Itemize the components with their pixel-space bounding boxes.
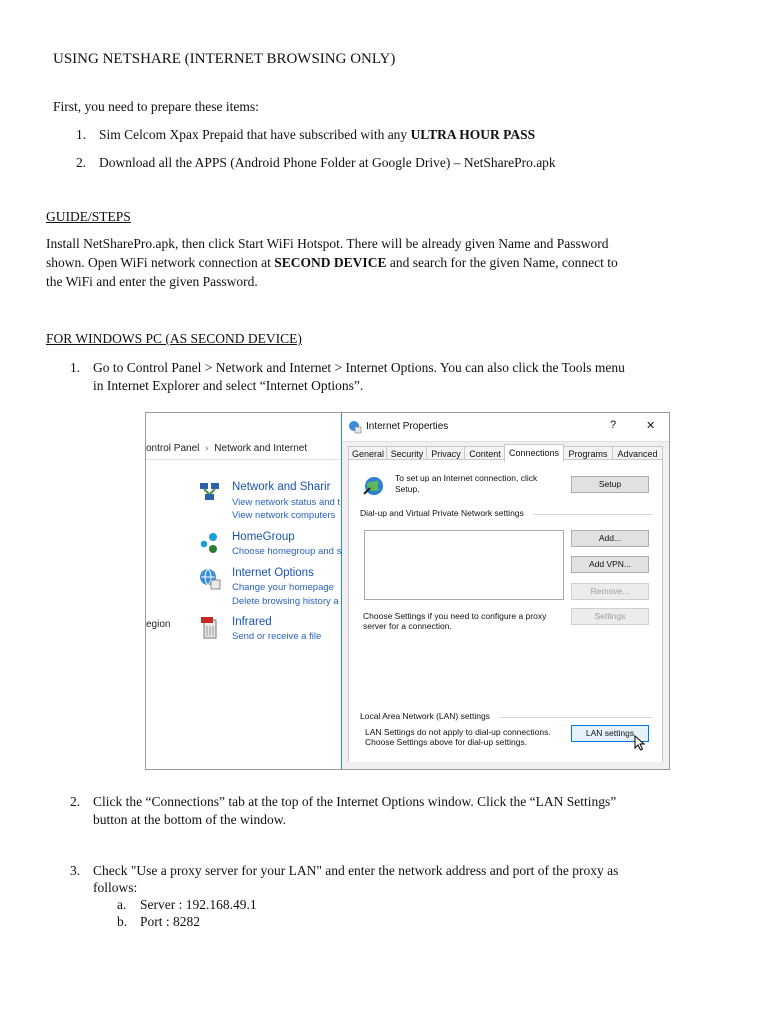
control-panel-window — [146, 413, 342, 769]
document-title: USING NETSHARE (INTERNET BROWSING ONLY) — [53, 51, 396, 67]
connections-tab-panel — [348, 459, 663, 765]
settings-button: Settings — [571, 608, 649, 625]
network-sharing-title[interactable]: Network and Sharir — [232, 481, 331, 493]
setup-text-line-2: Setup. — [395, 484, 420, 494]
prep-item-2-text: Download all the APPS (Android Phone Folder at Google Drive) – NetSharePro.apk — [99, 155, 556, 170]
guide-line-2-bold: SECOND DEVICE — [274, 255, 387, 270]
dialog-bottom-edge — [342, 762, 669, 769]
guide-line-2-post: and search for the given Name, connect to — [386, 255, 618, 270]
internet-options-title[interactable]: Internet Options — [232, 567, 314, 579]
internet-properties-icon — [348, 420, 362, 434]
guide-line-3: the WiFi and enter the given Password. — [46, 274, 258, 289]
guide-line-2-pre: shown. Open WiFi network connection at — [46, 255, 275, 270]
breadcrumb-separator-icon: › — [205, 443, 209, 454]
intro-text: First, you need to prepare these items: — [53, 99, 259, 114]
tab-privacy[interactable]: Privacy — [426, 446, 466, 461]
tab-advanced[interactable]: Advanced — [612, 446, 663, 461]
network-sharing-icon — [198, 480, 222, 504]
prep-item-2-number: 2. — [76, 155, 87, 170]
proxy-port-text: Port : 8282 — [140, 914, 201, 929]
step-2-number: 2. — [70, 794, 81, 809]
choose-homegroup-link[interactable]: Choose homegroup and s — [232, 546, 342, 557]
remove-button: Remove... — [571, 583, 649, 600]
control-panel-breadcrumb — [146, 443, 307, 454]
step-3-line-1: Check "Use a proxy server for your LAN" and enter the network address and port of the proxy as — [93, 863, 619, 878]
breadcrumb-network-and-internet[interactable]: Network and Internet — [214, 443, 308, 454]
mouse-cursor-icon — [634, 735, 646, 751]
prep-item-1-number: 1. — [76, 127, 87, 142]
step-3a-letter: a. — [117, 897, 127, 912]
dialog-title-bar — [342, 413, 669, 442]
lan-text-line-2: Choose Settings above for dial-up settings. — [365, 737, 528, 747]
tab-connections[interactable]: Connections — [504, 444, 564, 462]
lan-text-line-1: LAN Settings do not apply to dial-up connections. — [365, 727, 551, 737]
choose-settings-line-2: server for a connection. — [363, 621, 452, 631]
prep-item-1-bold: ULTRA HOUR PASS — [410, 127, 536, 142]
internet-properties-dialog — [341, 413, 669, 769]
dialup-divider — [534, 514, 652, 515]
setup-text-line-1: To set up an Internet connection, click — [395, 473, 538, 483]
lan-divider — [499, 717, 652, 718]
setup-button[interactable]: Setup — [571, 476, 649, 493]
view-network-status-link[interactable]: View network status and t — [232, 497, 341, 508]
homegroup-title[interactable]: HomeGroup — [232, 531, 295, 543]
prep-item-1 — [99, 125, 535, 144]
infrared-title[interactable]: Infrared — [232, 616, 272, 628]
add-button[interactable]: Add... — [571, 530, 649, 547]
proxy-server-text: Server : 192.168.49.1 — [140, 897, 257, 912]
view-network-computers-link[interactable]: View network computers — [232, 510, 336, 521]
tab-content[interactable]: Content — [464, 446, 506, 461]
guide-line-1: Install NetSharePro.apk, then click Start WiFi Hotspot. There will be already given Name and Password — [46, 236, 609, 251]
breadcrumb-divider — [146, 459, 342, 460]
delete-browsing-history-link[interactable]: Delete browsing history a — [232, 596, 339, 607]
send-receive-file-link[interactable]: Send or receive a file — [232, 631, 322, 642]
step-3b-letter: b. — [117, 914, 128, 929]
internet-options-icon — [198, 567, 222, 591]
change-homepage-link[interactable]: Change your homepage — [232, 582, 334, 593]
region-label[interactable]: egion — [146, 619, 171, 630]
guide-heading: GUIDE/STEPS — [46, 209, 131, 224]
lan-settings-button[interactable]: LAN settings — [571, 725, 649, 742]
choose-settings-line-1: Choose Settings if you need to configure a proxy — [363, 611, 547, 621]
dialog-title: Internet Properties — [366, 421, 449, 432]
guide-line-2 — [46, 253, 618, 272]
step-3-number: 3. — [70, 863, 81, 878]
step-2-line-2: button at the bottom of the window. — [93, 812, 286, 827]
infrared-icon — [200, 616, 222, 640]
step-1-line-1: Go to Control Panel > Network and Internet > Internet Options. You can also click the Tools menu — [93, 360, 625, 375]
homegroup-icon — [198, 531, 222, 555]
globe-connection-icon — [362, 474, 386, 498]
tab-security[interactable]: Security — [386, 446, 428, 461]
step-1-line-2: in Internet Explorer and select “Internet Options”. — [93, 378, 364, 393]
add-vpn-button[interactable]: Add VPN... — [571, 556, 649, 573]
tab-programs[interactable]: Programs — [562, 446, 614, 461]
lan-section-label: Local Area Network (LAN) settings — [360, 711, 490, 721]
tab-general[interactable]: General — [348, 446, 388, 461]
help-button[interactable]: ? — [610, 419, 617, 431]
prep-item-1-text: Sim Celcom Xpax Prepaid that have subscribed with any — [99, 127, 411, 142]
embedded-screenshot — [145, 412, 670, 770]
step-3-line-2: follows: — [93, 880, 138, 895]
close-icon[interactable]: ✕ — [646, 420, 656, 432]
windows-heading: FOR WINDOWS PC (AS SECOND DEVICE) — [46, 331, 302, 346]
step-1-number: 1. — [70, 360, 81, 375]
connection-list-box[interactable] — [364, 530, 564, 600]
breadcrumb-control-panel[interactable]: ontrol Panel — [146, 443, 200, 454]
step-2-line-1: Click the “Connections” tab at the top of the Internet Options window. Click the “LAN Settings” — [93, 794, 617, 809]
dialup-section-label: Dial-up and Virtual Private Network settings — [360, 508, 524, 518]
